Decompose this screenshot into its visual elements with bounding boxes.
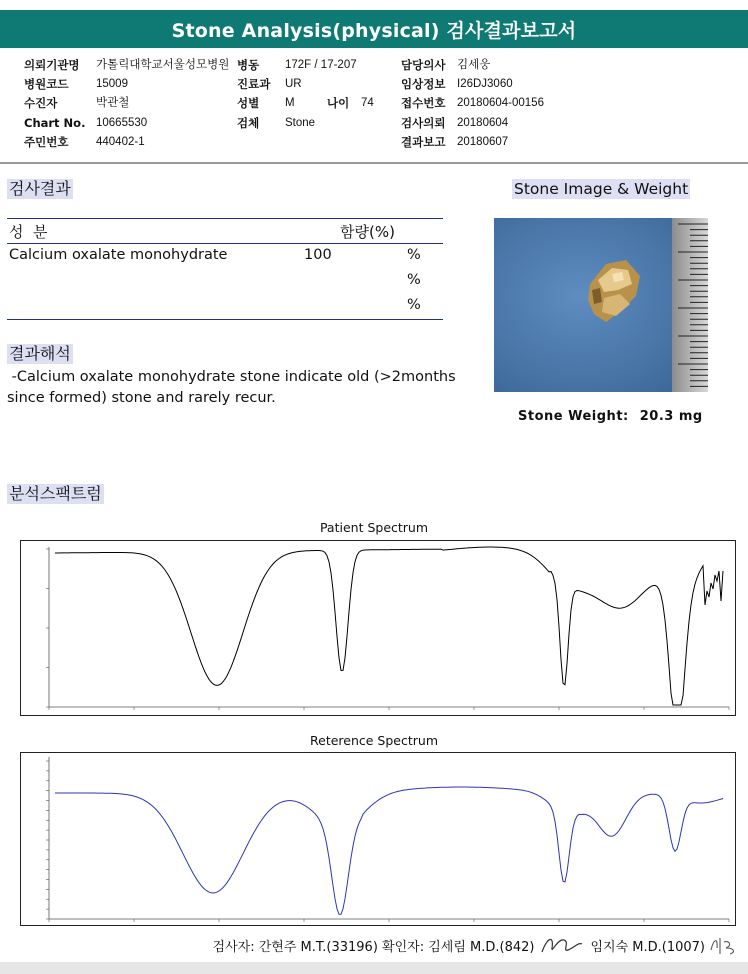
signature-icon <box>538 932 586 958</box>
table-row <box>7 244 443 269</box>
info-value: 10665530 <box>96 116 148 129</box>
info-label: 주민번호 <box>24 134 69 149</box>
patient-spectrum-svg <box>21 541 735 715</box>
info-value: UR <box>285 78 302 91</box>
info-label: 병동 <box>237 58 260 72</box>
reference-spectrum-chart <box>20 752 736 926</box>
stone-weight-value: 20.3 mg <box>639 409 703 424</box>
info-label: 결과보고 <box>401 134 446 149</box>
info-value: I26DJ3060 <box>457 78 513 91</box>
info-value: Stone <box>285 116 316 129</box>
reference-spectrum-svg <box>21 753 735 925</box>
results-section-title: 검사결과 <box>9 179 71 198</box>
footer-signatures <box>0 930 748 960</box>
info-label: 나이 <box>327 96 350 111</box>
patient-info-col2 <box>237 56 374 133</box>
info-value: 20180607 <box>457 135 509 148</box>
reference-spectrum-title: Reterence Spectrum <box>310 733 438 748</box>
info-value: 박관철 <box>96 97 130 110</box>
spectrum-section-title: 분석스팩트럼 <box>9 484 102 503</box>
info-value: 172F / 17-207 <box>285 59 357 71</box>
report-header <box>0 10 748 48</box>
table-bottom-rule <box>7 319 443 320</box>
footer-band <box>0 962 748 974</box>
signature-icon <box>708 932 742 958</box>
footer-examiners: 검사자: 간현주 M.T.(33196) 확인자: 김세림 M.D.(842) <box>212 939 535 955</box>
table-row <box>7 269 443 294</box>
footer-approver: 임지숙 M.D.(1007) <box>590 939 705 955</box>
info-label: 검사의뢰 <box>401 115 446 130</box>
stone-photo <box>494 218 708 392</box>
info-label: 성별 <box>237 96 260 111</box>
info-value: 20180604-00156 <box>457 97 544 110</box>
report-title: Stone Analysis(physical) 검사결과보고서 <box>171 19 577 42</box>
unit-cell: % <box>407 272 421 288</box>
patient-info-col3 <box>401 56 544 152</box>
info-value: 김세웅 <box>457 59 491 71</box>
info-value: 74 <box>361 97 374 110</box>
stone-section-title: Stone Image & Weight <box>514 180 689 198</box>
info-value: 440402-1 <box>96 135 145 148</box>
info-divider <box>0 162 748 164</box>
table-row <box>7 294 443 319</box>
info-value: M <box>285 97 295 110</box>
info-label: 검체 <box>237 115 260 130</box>
col-amount-header: 함량(%) <box>340 222 395 241</box>
component-cell: Calcium oxalate monohydrate <box>9 247 228 263</box>
info-label: Chart No. <box>24 115 86 130</box>
interpretation-text: -Calcium oxalate monohydrate stone indicate old (>2months since formed) stone and rarely recur. <box>7 369 461 406</box>
unit-cell: % <box>407 297 421 313</box>
patient-spectrum-title: Patient Spectrum <box>319 520 429 535</box>
info-value: 15009 <box>96 78 128 91</box>
info-value: 20180604 <box>457 116 509 129</box>
info-label: 담당의사 <box>401 58 446 72</box>
stone-weight-label: Stone Weight: <box>518 409 629 424</box>
info-label: 수진자 <box>24 96 58 111</box>
interpretation-section-title: 결과해석 <box>9 344 71 363</box>
table-header <box>7 219 443 243</box>
col-component-header: 성 분 <box>9 222 48 241</box>
info-label: 임상정보 <box>401 77 446 92</box>
stone-photo-svg <box>494 218 708 392</box>
patient-info-col1 <box>24 56 229 152</box>
results-table <box>7 218 443 320</box>
info-label: 의뢰기관명 <box>24 58 80 72</box>
info-label: 병원코드 <box>24 77 69 92</box>
patient-spectrum-chart <box>20 540 736 716</box>
info-value: 가톨릭대학교서울성모병원 <box>96 59 230 71</box>
amount-cell: 100 <box>304 247 332 263</box>
unit-cell: % <box>407 247 421 263</box>
info-label: 접수번호 <box>401 96 446 111</box>
info-label: 진료과 <box>237 77 271 92</box>
stone-weight <box>518 409 703 424</box>
